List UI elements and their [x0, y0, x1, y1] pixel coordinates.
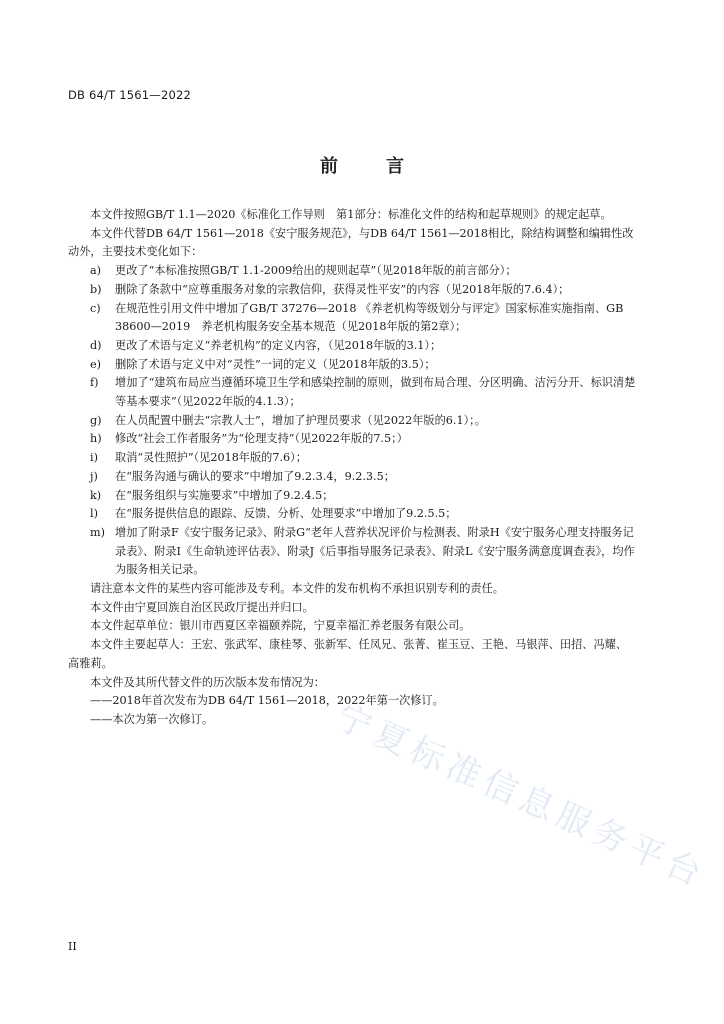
foreword-body	[68, 206, 638, 730]
list-item-text: 更改了“本标准按照GB/T 1.1-2009给出的规则起草”（见2018年版的前言部分）；	[115, 264, 517, 278]
history-intro: 本文件及其所代替文件的历次版本发布情况为：	[90, 675, 325, 689]
list-item	[68, 412, 638, 431]
list-item-text: 在“服务提供信息的跟踪、反馈、分析、处理要求”中增加了9.2.5.5；	[115, 507, 457, 521]
list-item	[68, 262, 638, 281]
list-item-label: m)	[90, 525, 105, 539]
list-item	[68, 487, 638, 506]
list-item-text: 在“服务沟通与确认的要求”中增加了9.2.3.4，9.2.3.5；	[115, 469, 395, 483]
list-item-label: h)	[90, 432, 102, 446]
title-char-1: 前	[320, 156, 338, 177]
list-item	[68, 449, 638, 468]
drafting-units: 本文件起草单位：银川市西夏区幸福颐养院，宁夏幸福汇养老服务有限公司。	[90, 619, 471, 633]
list-item	[68, 356, 638, 375]
list-item-text: 删除了术语与定义中对“灵性”一词的定义（见2018年版的3.5）；	[115, 357, 436, 371]
list-item	[68, 300, 638, 337]
list-item-text: 取消“灵性照护”（见2018年版的7.6）；	[115, 451, 307, 465]
list-item-label: c)	[90, 301, 101, 315]
history-entry: ——2018年首次发布为DB 64/T 1561—2018，2022年第一次修订。	[90, 694, 444, 708]
list-item-label: g)	[90, 413, 102, 427]
list-item-label: f)	[90, 376, 99, 390]
drafters: 本文件主要起草人：王宏、张武军、康桂琴、张新军、任凤兄、张菁、崔玉豆、王艳、马银萍、田招、冯耀、高雅莉。	[68, 638, 628, 670]
history-entry: ——本次为第一次修订。	[90, 712, 214, 726]
page-number: II	[68, 940, 77, 953]
document-code: DB 64/T 1561—2022	[68, 88, 192, 102]
list-item-text: 增加了附录F《安宁服务记录》、附录G“老年人营养状况评价与检测表、附录H《安宁服务心理支持服务记录表》、附录I《生命轨迹评估表》、附录J《后事指导服务记录表》、附录L《安宁服务满意度调查表》，均作为服务相关记录。	[115, 525, 635, 577]
patent-notice: 请注意本文件的某些内容可能涉及专利。本文件的发布机构不承担识别专利的责任。	[90, 582, 504, 596]
title-char-2: 言	[386, 156, 404, 177]
list-item-label: a)	[90, 264, 102, 278]
list-item-text: 更改了术语与定义“养老机构”的定义内容，（见2018年版的3.1）；	[115, 338, 442, 352]
page-title	[0, 152, 724, 178]
list-item	[68, 430, 638, 449]
list-item-label: j)	[90, 469, 98, 483]
proposer-statement: 本文件由宁夏回族自治区民政厅提出并归口。	[90, 600, 314, 614]
list-item-label: d)	[90, 338, 102, 352]
list-item	[68, 524, 638, 580]
paragraph-replacement: 本文件代替DB 64/T 1561—2018《安宁服务规范》，与DB 64/T 1561—2018相比，除结构调整和编辑性改动外，主要技术变化如下：	[68, 226, 634, 259]
changes-list	[68, 262, 638, 580]
list-item	[68, 337, 638, 356]
paragraph-basis: 本文件按照GB/T 1.1—2020《标准化工作导则 第1部分：标准化文件的结构和起草规则》的规定起草。	[90, 208, 612, 221]
list-item-text: 在“服务组织与实施要求”中增加了9.2.4.5；	[115, 488, 334, 502]
list-item-text: 在人员配置中删去“宗教人士”，增加了护理员要求（见2022年版的6.1）；。	[115, 413, 486, 427]
list-item-text: 修改“社会工作者服务”为“伦理支持”（见2022年版的7.5；）	[115, 432, 408, 446]
list-item-text: 增加了“建筑布局应当遵循环境卫生学和感染控制的原则，做到布局合理、分区明确、洁污分开、标识清楚等基本要求”（见2022年版的4.1.3）；	[115, 376, 636, 409]
list-item-label: i)	[90, 451, 98, 465]
list-item-text: 在规范性引用文件中增加了GB/T 37276—2018 《养老机构等级划分与评定》国家标准实施指南、GB 38600—2019 养老机构服务安全基本规范（见2018年版的第2章）；	[115, 301, 624, 334]
list-item-label: b)	[90, 282, 102, 296]
list-item-label: k)	[90, 488, 102, 502]
list-item	[68, 468, 638, 487]
watermark: 宁夏标准信息服务平台	[330, 697, 713, 897]
list-item-label: l)	[90, 507, 98, 521]
list-item	[68, 374, 638, 411]
list-item-label: e)	[90, 357, 101, 371]
list-item-text: 删除了条款中“应尊重服务对象的宗教信仰，获得灵性平安”的内容（见2018年版的7.6.4）；	[115, 282, 570, 296]
list-item	[68, 505, 638, 524]
list-item	[68, 281, 638, 300]
